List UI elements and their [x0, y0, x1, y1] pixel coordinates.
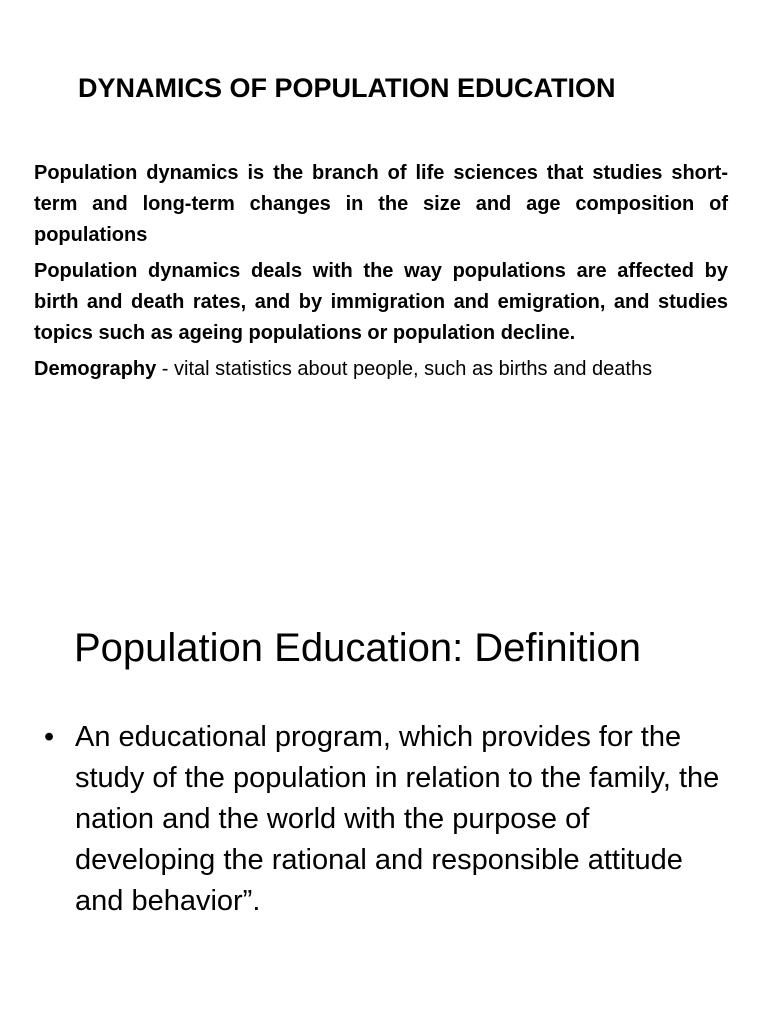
demography-description: - vital statistics about people, such as births and deaths: [156, 358, 653, 380]
paragraph-population-dynamics-scope: Population dynamics deals with the way populations are affected by birth and death rates, and by immigration and emigration, and studies topics such as ageing populations or population decline.: [34, 260, 728, 344]
slide-title: DYNAMICS OF POPULATION EDUCATION: [78, 73, 616, 103]
paragraph-population-dynamics-definition: Population dynamics is the branch of life sciences that studies short-term and long-term changes in the size and age composition of populations: [34, 162, 728, 246]
bullet-text: An educational program, which provides for the study of the population in relation to the family, the nation and the world with the purpose of developing the rational and responsible attitude and behavior”.: [75, 721, 720, 917]
slide-population-education-definition: [0, 512, 768, 1024]
slide-title: Population Education: Definition: [74, 626, 642, 670]
list-item: [0, 717, 768, 922]
paragraph-demography: [34, 354, 728, 385]
slide-body: [34, 158, 728, 390]
bullet-list: [0, 717, 768, 922]
demography-term: Demography: [34, 358, 157, 380]
bullet-icon: •: [44, 721, 55, 753]
